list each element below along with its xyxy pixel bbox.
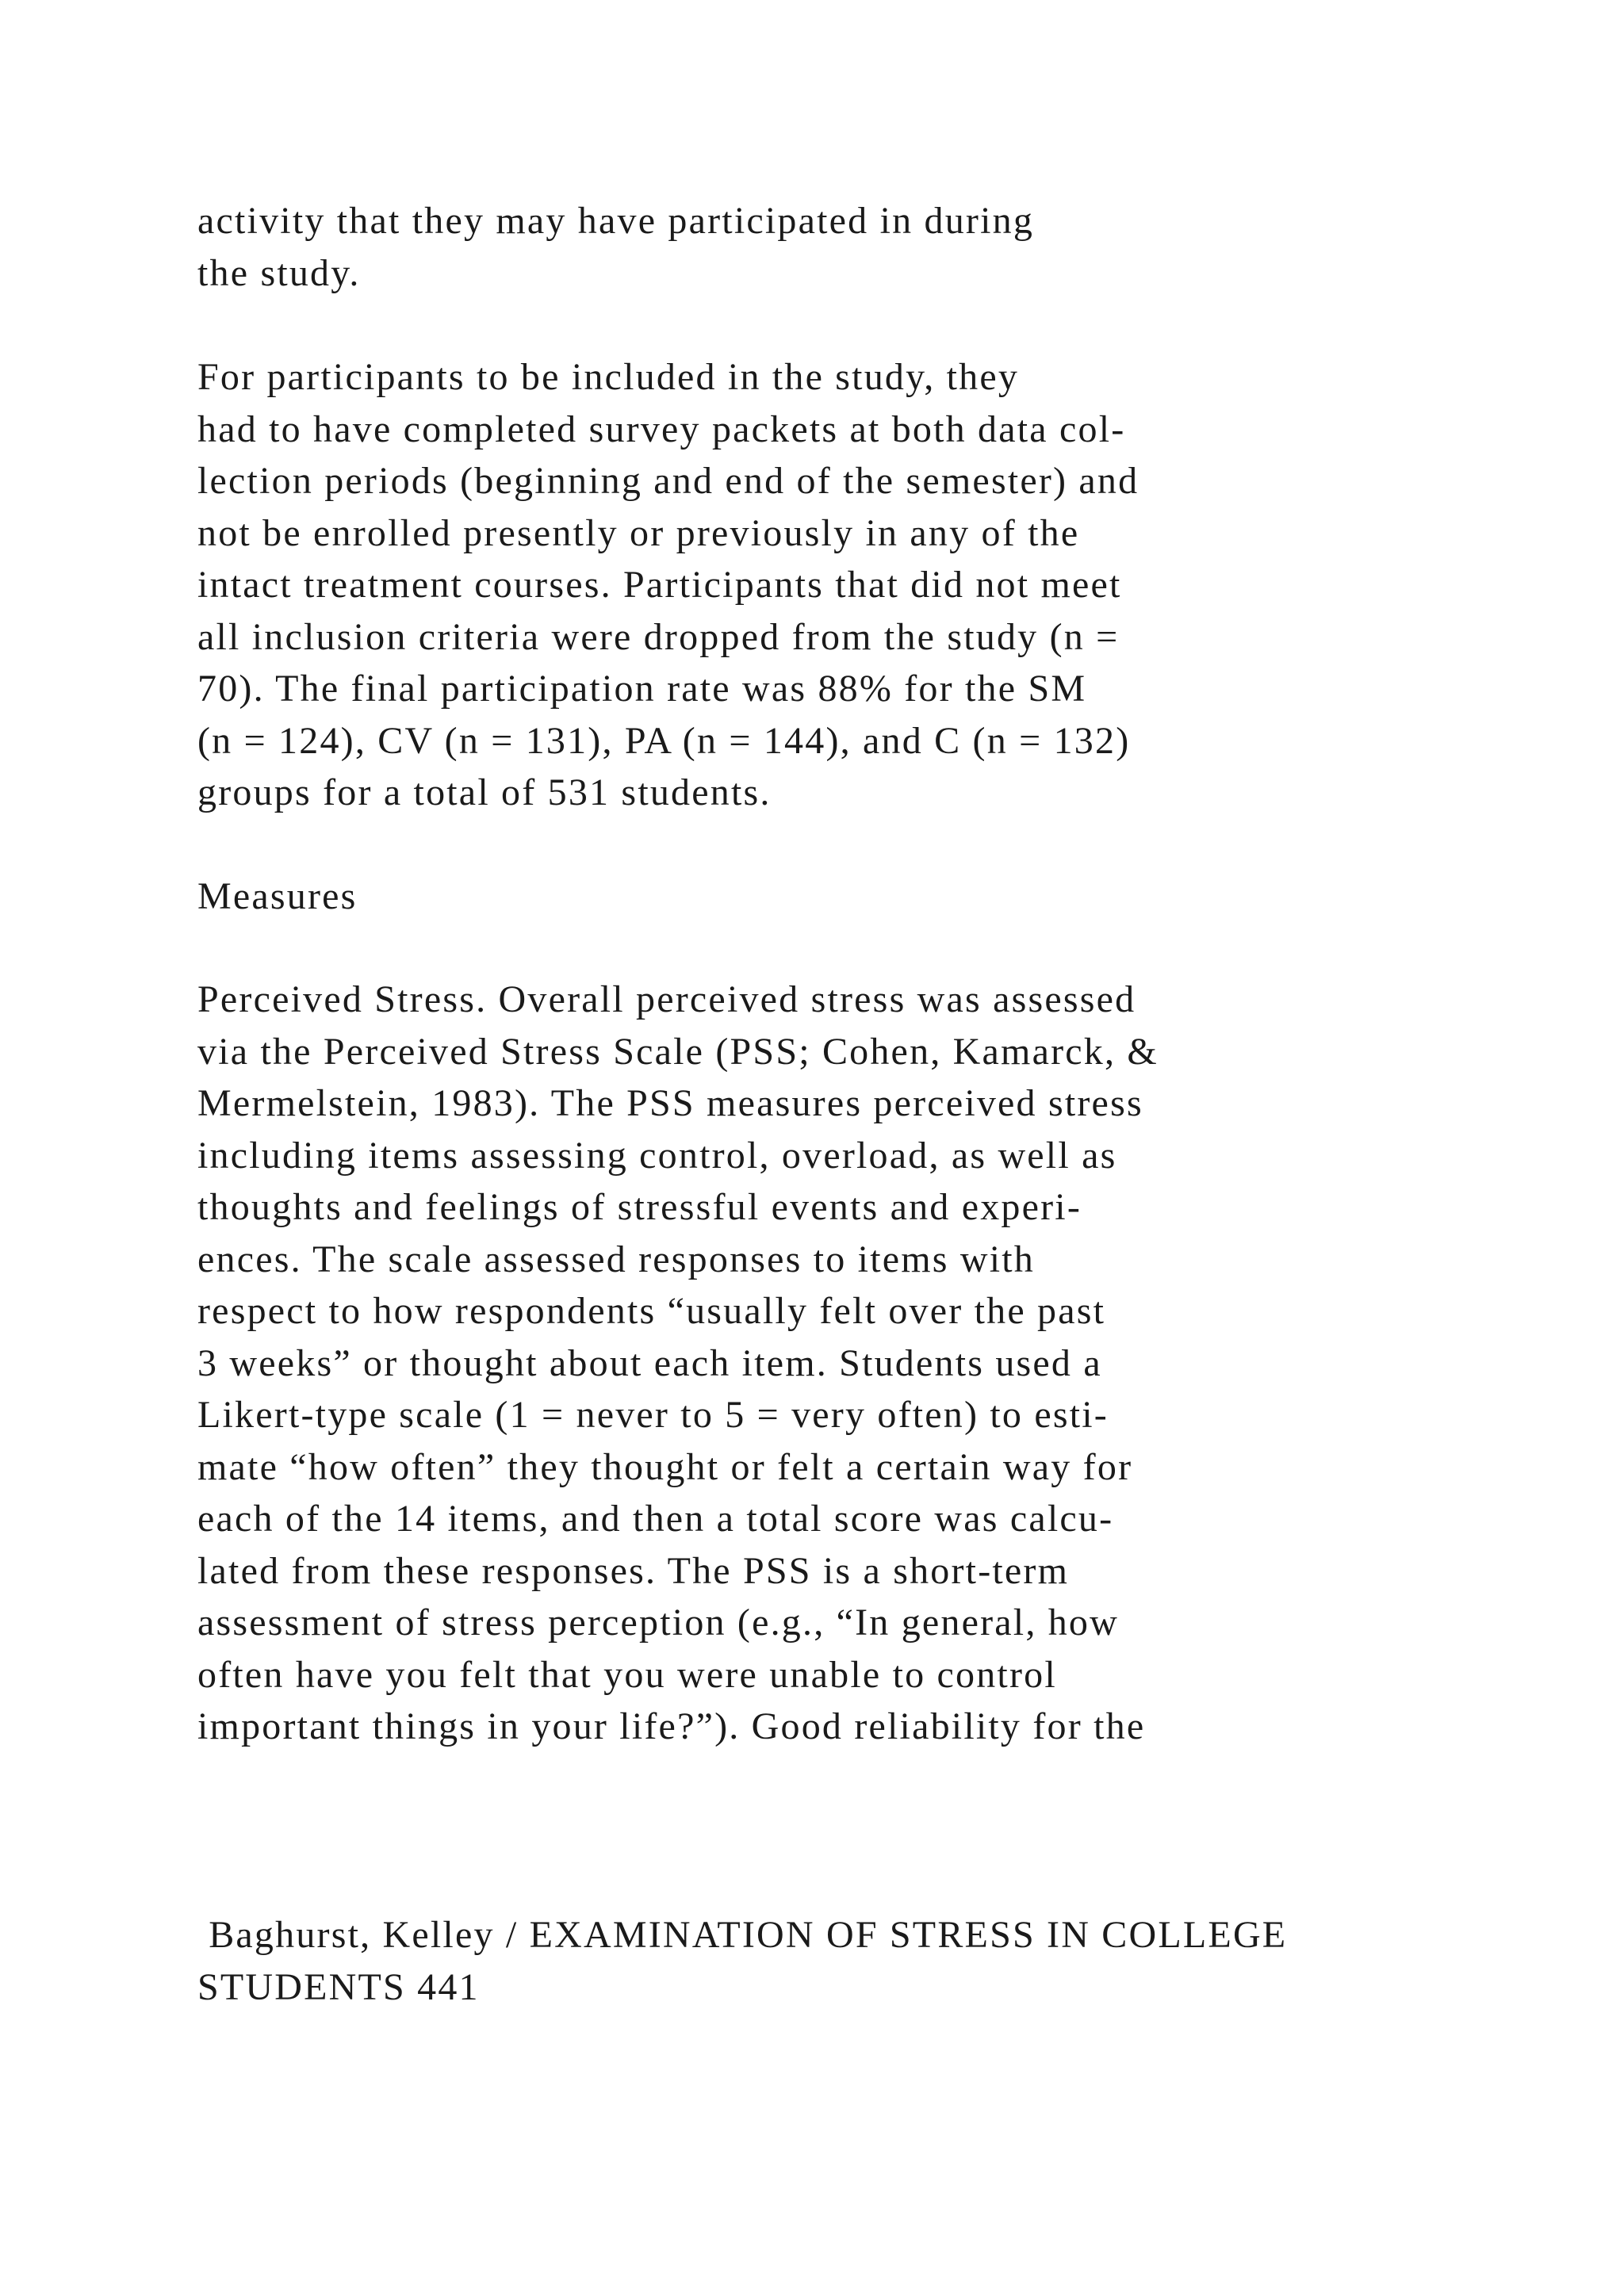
running-footer: Baghurst, Kelley / EXAMINATION OF STRESS IN COLLEGE STUDENTS 441 <box>197 1914 1288 2008</box>
section-heading-measures: Measures <box>197 875 358 917</box>
paragraph-participants: For participants to be included in the study, they had to have completed survey packets at both data col- lection periods (beginning and end of the semester) and not be enrolled presently or previously in any of the intact treatment courses. Participants that did not meet all inclusion criteria were dropped from the study (n = 70). The final participation rate was 88% for the SM (n = 124), CV (n = 131), PA (n = 144), and C (n = 132) groups for a total of 531 students. <box>197 356 1139 813</box>
paragraph-perceived-stress: Perceived Stress. Overall perceived stress was assessed via the Perceived Stress Scale (PSS; Cohen, Kamarck, & Mermelstein, 1983). The PSS measures perceived stress including items assessing control, overload, as well as thoughts and feelings of stressful events and experi- ences. The scale assessed responses to items with respect to how respondents “usually felt over the past 3 weeks” or thought about each item. Students used a Likert-type scale (1 = never to 5 = very often) to esti- mate “how often” they thought or felt a certain way for each of the 14 items, and then a total score was calcu- lated from these responses. The PSS is a short-term assessment of stress perception (e.g., “In general, how often have you felt that you were unable to control important things in your life?”). Good reliability for the <box>197 978 1159 1747</box>
paragraph-continuation: activity that they may have participated in during the study. <box>197 200 1035 294</box>
